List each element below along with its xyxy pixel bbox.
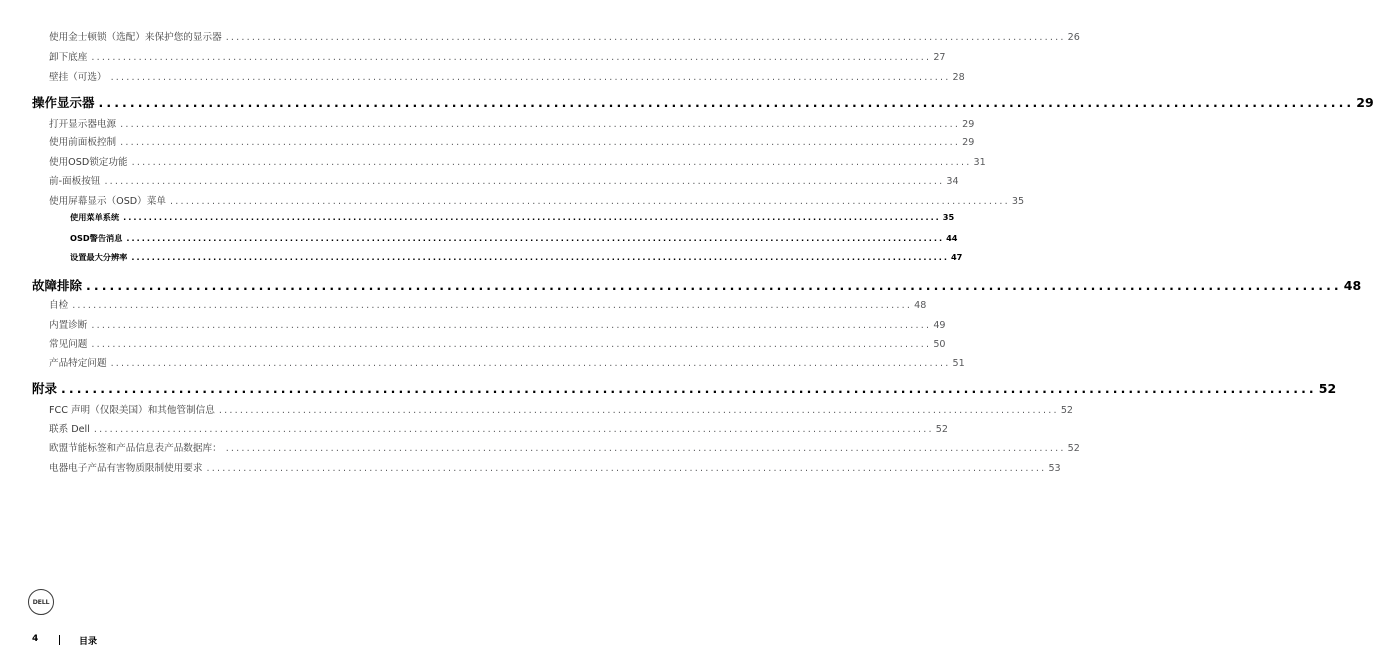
footer-divider xyxy=(59,635,60,645)
toc-entry-title: FCC 声明（仅限美国）和其他管制信息 xyxy=(49,405,215,416)
toc-entry-page: 31 xyxy=(973,157,986,168)
toc-entry-page: 52 xyxy=(1318,381,1337,396)
toc-entry[interactable] xyxy=(49,29,1080,43)
toc-entry-title: 故障排除 xyxy=(32,278,83,293)
toc-entry[interactable] xyxy=(49,69,965,83)
toc-leader-dots: ................................................................................................................................................................ xyxy=(120,137,961,148)
toc-entry-page: 29 xyxy=(1356,95,1374,110)
toc-leader-dots: ................................................................................................................................................................ xyxy=(218,405,1059,416)
toc-entry[interactable] xyxy=(32,93,1374,111)
toc-entry[interactable] xyxy=(70,212,955,223)
toc-leader-dots: ................................................................................................................................................................ xyxy=(225,32,1066,43)
toc-entry-page: 26 xyxy=(1067,32,1080,43)
toc-entry-page: 44 xyxy=(946,233,958,243)
toc-entry-page: 35 xyxy=(942,212,955,222)
footer-section-label: 目录 xyxy=(79,637,98,647)
toc-leader-dots: ................................................................................................................................................................ xyxy=(123,212,941,222)
toc-entry-title: 内置诊断 xyxy=(49,320,88,331)
toc-entry[interactable] xyxy=(49,355,965,369)
toc-leader-dots: ................................................................................................................................................................ xyxy=(91,339,932,350)
toc-entry-page: 29 xyxy=(962,137,975,148)
toc-entry-page: 52 xyxy=(935,424,949,435)
toc-entry[interactable] xyxy=(49,336,946,350)
toc-leader-dots: ................................................................................................................................................................ xyxy=(126,233,945,243)
toc-leader-dots: ................................................................................................................................................................ xyxy=(110,72,951,83)
toc-entry-title: 使用金士顿锁（选配）来保护您的显示器 xyxy=(49,32,222,43)
toc-entry-page: 27 xyxy=(933,52,946,63)
toc-entry[interactable] xyxy=(49,440,1080,454)
toc-leader-dots: ................................................................................................................................................................ xyxy=(93,424,934,435)
toc-entry[interactable] xyxy=(49,173,959,187)
toc-entry-page: 34 xyxy=(946,176,959,187)
toc-entry-page: 52 xyxy=(1060,405,1074,416)
toc-entry-title: 卸下底座 xyxy=(49,52,88,63)
toc-leader-dots: ................................................................................................................................................................ xyxy=(72,300,913,311)
toc-entry-title: 电器电子产品有害物质限制使用要求 xyxy=(49,463,203,474)
toc-entry[interactable] xyxy=(32,276,1362,294)
toc-entry-title: 前-面板按钮 xyxy=(49,176,101,187)
toc-entry-page: 51 xyxy=(952,358,965,369)
toc-leader-dots: ................................................................................................................................................................ xyxy=(169,196,1010,207)
toc-entry[interactable] xyxy=(32,379,1337,397)
toc-entry[interactable] xyxy=(49,154,986,168)
toc-entry-page: 28 xyxy=(952,72,965,83)
toc-leader-dots: ................................................................................................................................................................ xyxy=(98,95,1355,110)
toc-entry[interactable] xyxy=(49,134,975,148)
toc-entry[interactable] xyxy=(49,421,949,435)
toc-leader-dots: ................................................................................................................................................................ xyxy=(131,252,949,262)
toc-entry[interactable] xyxy=(70,233,958,244)
toc-leader-dots: ................................................................................................................................................................ xyxy=(91,320,932,331)
toc-entry-title: 联系 Dell xyxy=(49,424,90,435)
toc-entry-page: 48 xyxy=(914,300,927,311)
toc-entry-page: 53 xyxy=(1048,463,1061,474)
toc-entry-title: 使用前面板控制 xyxy=(49,137,117,148)
toc-entry-page: 49 xyxy=(933,320,946,331)
dell-logo-text: DELL xyxy=(32,598,50,606)
toc-entry-title: 附录 xyxy=(32,381,58,396)
toc-entry[interactable] xyxy=(49,317,946,331)
toc-entry[interactable] xyxy=(49,460,1061,474)
toc-entry-title: 产品特定问题 xyxy=(49,358,107,369)
toc-entry-page: 35 xyxy=(1011,196,1025,207)
toc-entry-page: 52 xyxy=(1067,443,1080,454)
toc-entry-page: 50 xyxy=(933,339,946,350)
toc-entry[interactable] xyxy=(49,402,1074,416)
toc-entry[interactable] xyxy=(70,252,963,263)
toc-entry-title: 设置最大分辨率 xyxy=(70,252,128,262)
toc-leader-dots: ................................................................................................................................................................ xyxy=(104,176,945,187)
footer-page-number: 4 xyxy=(32,634,39,644)
toc-leader-dots: ................................................................................................................................................................ xyxy=(86,278,1342,293)
toc-entry-title: 使用OSD锁定功能 xyxy=(49,157,128,168)
toc-entry-title: 自检 xyxy=(49,300,69,311)
toc-entry[interactable] xyxy=(49,193,1025,207)
toc-entry-title: 操作显示器 xyxy=(32,95,95,110)
toc-entry-title: 打开显示器电源 xyxy=(49,119,117,130)
toc-entry-title: 使用屏幕显示（OSD）菜单 xyxy=(49,196,166,207)
toc-leader-dots: ................................................................................................................................................................ xyxy=(61,381,1317,396)
toc-entry-page: 48 xyxy=(1343,278,1362,293)
toc-entry[interactable] xyxy=(49,297,927,311)
toc-leader-dots: ................................................................................................................................................................ xyxy=(91,52,932,63)
toc-entry[interactable] xyxy=(49,49,946,63)
toc-leader-dots: ................................................................................................................................................................ xyxy=(120,119,961,130)
toc-leader-dots: ................................................................................................................................................................ xyxy=(110,358,951,369)
toc-leader-dots: ................................................................................................................................................................ xyxy=(206,463,1047,474)
toc-leader-dots: ................................................................................................................................................................ xyxy=(131,157,972,168)
toc-entry-title: OSD警告消息 xyxy=(70,233,123,243)
dell-logo-icon xyxy=(28,589,54,615)
toc-leader-dots: ................................................................................................................................................................ xyxy=(225,443,1066,454)
toc-entry-title: 欧盟节能标签和产品信息表产品数据库： xyxy=(49,443,222,454)
toc-entry-title: 壁挂（可选） xyxy=(49,72,107,83)
toc-entry-page: 47 xyxy=(950,252,963,262)
toc-entry[interactable] xyxy=(49,116,975,130)
toc-entry-page: 29 xyxy=(962,119,975,130)
toc-entry-title: 使用菜单系统 xyxy=(70,212,120,222)
toc-entry-title: 常见问题 xyxy=(49,339,88,350)
